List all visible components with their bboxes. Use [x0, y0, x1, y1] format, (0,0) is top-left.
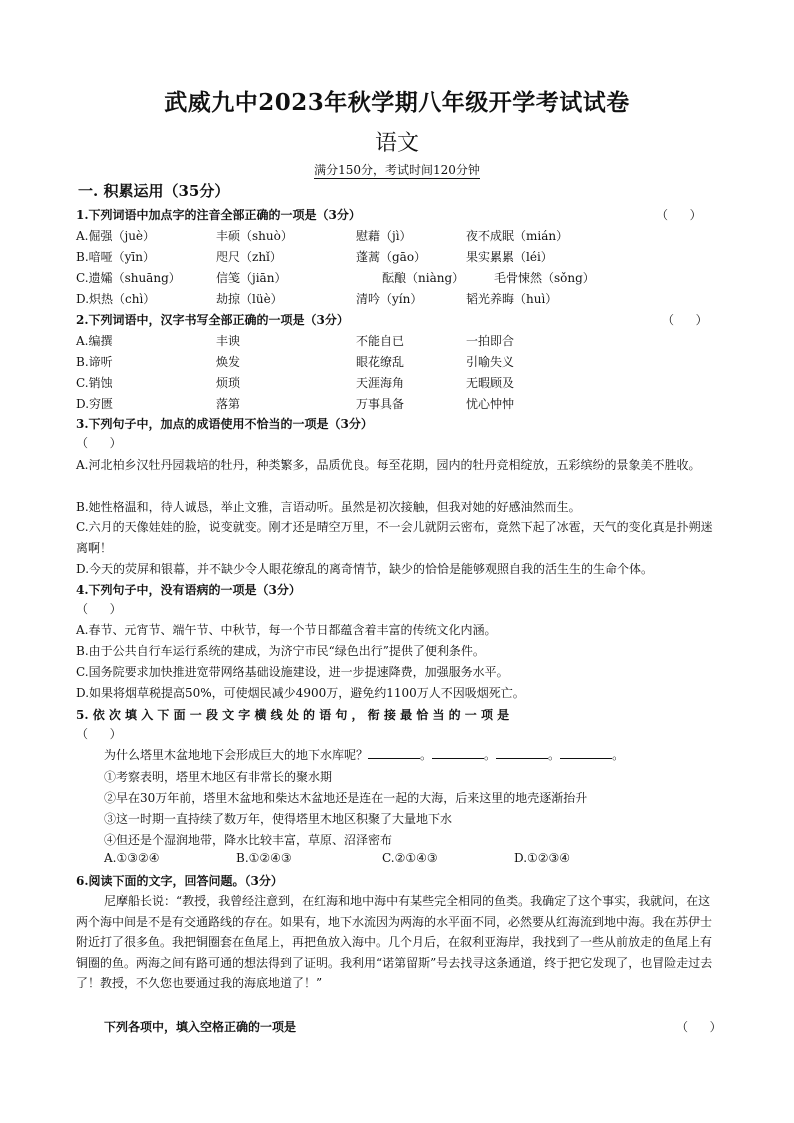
q6-passage: 尼摩船长说：“教授，我曾经注意到，在红海和地中海中有某些完全相同的鱼类。我确定了这个事实，我就问，在这两个海中间是不是有交通路线的存在。如果有，地下水流因为两海的水平面不同，必然要从红海流到地中海。我在苏伊士附近打了很多鱼。我把铜圈套在鱼尾上，再把鱼放入海中。几个月后，在叙利亚海岸，我找到了一些从前放走的鱼尾上有铜圈的鱼。两海之间有路可通的想法得到了证明。我利用“诺第留斯”号去找寻这条通道，终于把它发现了，也冒险走过去了！教授，不久您也要通过我的海底地道了！”	[76, 894, 713, 990]
answer-paren-6: （ ）	[676, 1020, 722, 1034]
blank-3	[496, 746, 548, 759]
answer-paren-2: （ ）	[662, 313, 708, 327]
q5-option-b: B.①②④③	[236, 851, 292, 865]
answer-paren-1: （ ）	[656, 208, 702, 222]
q6-sub-question: 下列各项中，填入空格正确的一项是	[104, 1020, 297, 1034]
q5-item-3: ③这一时期一直持续了数万年，使得塔里木地区积聚了大量地下水	[104, 812, 453, 826]
q5-item-2: ②早在30万年前，塔里木盆地和柴达木盆地还是连在一起的大海，后来这里的地壳逐渐抬升	[104, 791, 588, 805]
question-3-stem: 3.下列句子中，加点的成语使用不恰当的一项是（3分）	[76, 417, 373, 431]
q4-option-b: B.由于公共自行车运行系统的建成，为济宁市民“绿色出行”提供了便利条件。	[76, 644, 485, 658]
subject-heading: 语文	[374, 131, 419, 156]
answer-paren-5: （ ）	[76, 727, 122, 741]
q5-option-d: D.①②③④	[514, 851, 571, 865]
blank-1	[368, 746, 420, 759]
blank-4	[560, 746, 612, 759]
q5-item-1: ①考察表明，塔里木地区有非常长的聚水期	[104, 770, 333, 784]
q2-row-b: B.谛听 焕发 眼花缭乱 引喻失义	[76, 355, 515, 369]
q5-option-a: A.①③②④	[104, 851, 160, 865]
q1-row-c: C.遗孀（shuāng） 信笺（jiān） 酝酿（niàng） 毛骨悚然（sǒng）	[76, 271, 595, 285]
q1-row-a: A.倔强（juè） 丰硕（shuò） 慰藉（jì） 夜不成眠（mián）	[76, 229, 569, 243]
exam-title: 武威九中2023年秋学期八年级开学考试试卷	[164, 89, 630, 116]
q1-row-d: D.炽热（chì） 劫掠（lüè） 清吟（yín） 韬光养晦（huì）	[76, 292, 558, 306]
q3-option-d: D.今天的荧屏和银幕，并不缺少令人眼花缭乱的离奇情节，缺少的恰恰是能够观照自我的活生生的生命个体。	[76, 562, 654, 576]
exam-note: 满分150分，考试时间120分钟	[314, 163, 480, 177]
answer-paren-3: （ ）	[76, 436, 122, 450]
answer-paren-4: （ ）	[76, 602, 122, 616]
blank-2	[432, 746, 484, 759]
q2-row-d: D.穷匮 落第 万事具备 忧心忡忡	[76, 397, 515, 411]
q5-item-4: ④但还是个湿润地带，降水比较丰富，草原、沼泽密布	[104, 833, 393, 847]
question-4-stem: 4.下列句子中，没有语病的一项是（3分）	[76, 583, 301, 597]
q5-options	[104, 851, 664, 869]
section-heading: 一. 积累运用（35分）	[78, 182, 230, 200]
q1-row-b: B.喑哑（yīn） 咫尺（zhǐ） 蓬蒿（gāo） 果实累累（léi）	[76, 250, 553, 264]
question-1-stem: 1.下列词语中加点字的注音全部正确的一项是（3分）	[76, 208, 361, 222]
q4-option-a: A.春节、元宵节、端午节、中秋节，每一个节日都蕴含着丰富的传统文化内涵。	[76, 623, 497, 637]
question-2-stem: 2.下列词语中，汉字书写全部正确的一项是（3分）	[76, 313, 349, 327]
q4-option-d: D.如果将烟草税提高50%，可使烟民减少4900万，避免约1100万人不因吸烟死亡。	[76, 686, 525, 700]
question-5-stem: 5. 依 次 填 入 下 面 一 段 文 字 横 线 处 的 语 句 ， 衔 接 最 恰 当 的 一 项 是	[76, 708, 510, 722]
q3-option-c: C.六月的天像娃娃的脸，说变就变。刚才还是晴空万里，不一会儿就阴云密布，竟然下起了冰雹，天气的变化真是扑朔迷离啊！	[76, 520, 713, 555]
q5-question: 为什么塔里木盆地地下会形成巨大的地下水库呢？ 。 。 。 。	[104, 748, 625, 762]
q4-option-c: C.国务院要求加快推进宽带网络基础设施建设，进一步提速降费，加强服务水平。	[76, 665, 509, 679]
q3-option-b: B.她性格温和，待人诚恳，举止文雅，言语动听。虽然是初次接触，但我对她的好感油然而生。	[76, 500, 581, 514]
q2-row-a: A.编撰 丰谀 不能自已 一拍即合	[76, 334, 515, 348]
q5-option-c: C.②①④③	[382, 851, 438, 865]
question-6-stem: 6.阅读下面的文字，回答问题。（3分）	[76, 874, 283, 888]
q3-option-a: A.河北柏乡汉牡丹园栽培的牡丹，种类繁多，品质优良。每至花期，园内的牡丹竞相绽放，五彩缤纷的景象美不胜收。	[76, 458, 701, 472]
q2-row-c: C.销蚀 烦琐 天涯海角 无暇顾及	[76, 376, 515, 390]
